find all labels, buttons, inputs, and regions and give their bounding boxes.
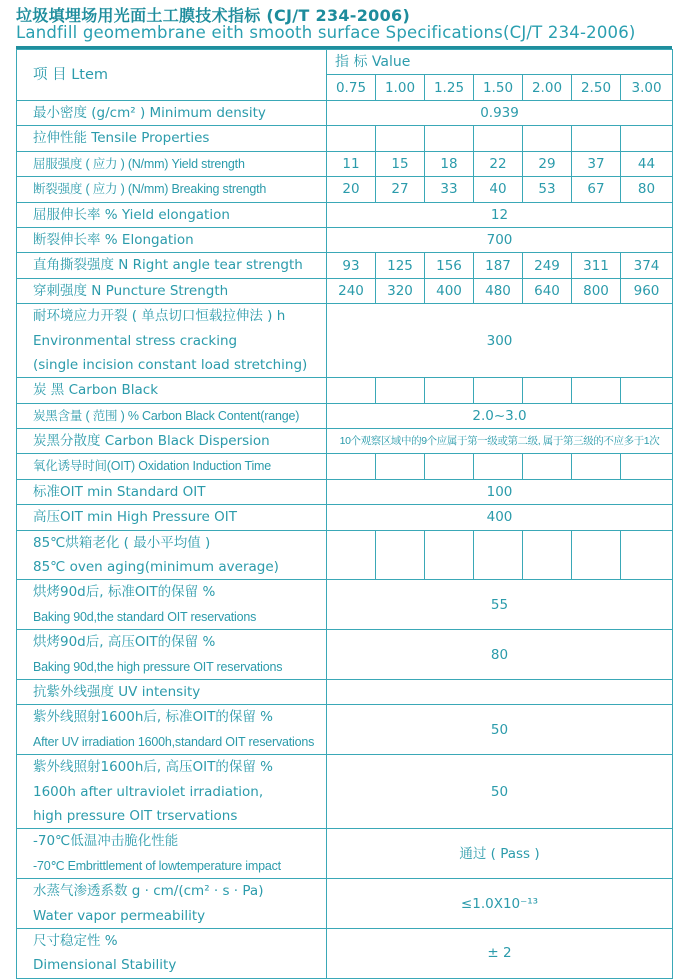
table-row	[17, 879, 673, 929]
row-label-line: After UV irradiation 1600h,standard OIT reservations	[33, 734, 315, 749]
value-cell: 156	[425, 253, 474, 278]
row-label-line: 烘烤90d后, 高压OIT的保留 %	[33, 634, 216, 651]
value-cell	[327, 530, 376, 580]
table-row	[17, 829, 673, 879]
merged-value-cell: 50	[327, 705, 673, 755]
table-row	[17, 479, 673, 504]
merged-value-cell: 300	[327, 304, 673, 378]
row-label-line: 屈服伸长率 % Yield elongation	[33, 206, 230, 223]
value-cell: 374	[621, 253, 673, 278]
table-row	[17, 454, 673, 479]
row-label	[17, 928, 327, 978]
merged-value-cell: 55	[327, 580, 673, 630]
value-cell: 33	[425, 177, 474, 202]
row-label	[17, 227, 327, 252]
row-label	[17, 454, 327, 479]
value-cell: 44	[621, 151, 673, 176]
row-label-line: Dimensional Stability	[33, 957, 177, 974]
thickness-header: 3.00	[621, 75, 673, 101]
row-label-line: 紫外线照射1600h后, 标准OIT的保留 %	[33, 709, 273, 726]
table-row	[17, 126, 673, 151]
row-label	[17, 630, 327, 680]
row-label	[17, 580, 327, 630]
row-label-line: 耐环境应力开裂 ( 单点切口恒载拉伸法 ) h	[33, 308, 286, 325]
value-cell: 53	[523, 177, 572, 202]
row-label	[17, 679, 327, 704]
row-label-line: 炭黑分散度 Carbon Black Dispersion	[33, 433, 270, 450]
row-label	[17, 479, 327, 504]
row-label-line: 氧化诱导时间(OIT) Oxidation Induction Time	[33, 459, 272, 474]
value-cell: 240	[327, 278, 376, 303]
value-cell: 67	[572, 177, 621, 202]
row-label	[17, 378, 327, 403]
value-cell: 37	[572, 151, 621, 176]
merged-value-cell	[327, 679, 673, 704]
row-label	[17, 177, 327, 202]
table-row	[17, 928, 673, 978]
header-row-1	[17, 50, 673, 75]
merged-value-cell: 10个观察区域中的9个应属于第一级或第二级, 属于第三级的不应多于1次	[327, 429, 673, 454]
row-label-line: 拉伸性能 Tensile Properties	[33, 130, 210, 147]
value-cell	[523, 530, 572, 580]
merged-value-cell: 400	[327, 505, 673, 530]
table-row	[17, 253, 673, 278]
row-label	[17, 705, 327, 755]
thickness-header: 0.75	[327, 75, 376, 101]
row-label-line: (single incision constant load stretching)	[33, 356, 308, 373]
value-cell	[621, 454, 673, 479]
row-label	[17, 101, 327, 126]
table-row	[17, 304, 673, 378]
row-label-line: 尺寸稳定性 %	[33, 932, 118, 949]
row-label-line: 断裂伸长率 % Elongation	[33, 231, 194, 248]
value-cell: 20	[327, 177, 376, 202]
item-header: 项 目 Ltem	[17, 50, 327, 101]
merged-value-cell: 2.0~3.0	[327, 403, 673, 428]
row-label	[17, 505, 327, 530]
value-cell: 400	[425, 278, 474, 303]
thickness-header: 1.50	[474, 75, 523, 101]
table-row	[17, 505, 673, 530]
thickness-header: 2.00	[523, 75, 572, 101]
value-cell	[572, 126, 621, 151]
value-cell: 249	[523, 253, 572, 278]
row-label-line: 水蒸气渗透系数 g · cm/(cm² · s · Pa)	[33, 883, 264, 900]
value-cell	[376, 126, 425, 151]
row-label-line: 屈服强度 ( 应力 ) (N/mm) Yield strength	[33, 156, 245, 171]
merged-value-cell: 0.939	[327, 101, 673, 126]
value-cell: 311	[572, 253, 621, 278]
value-cell	[523, 454, 572, 479]
value-cell: 18	[425, 151, 474, 176]
value-cell	[572, 378, 621, 403]
spec-table	[16, 49, 673, 979]
value-cell: 80	[621, 177, 673, 202]
page-title-cn: 垃圾填埋场用光面土工膜技术指标 (CJ/T 234-2006)	[16, 6, 411, 25]
value-cell: 320	[376, 278, 425, 303]
spec-table-container	[16, 46, 672, 979]
value-cell	[425, 530, 474, 580]
value-cell	[621, 126, 673, 151]
value-cell: 800	[572, 278, 621, 303]
table-row	[17, 630, 673, 680]
row-label-line: Baking 90d,the high pressure OIT reservations	[33, 659, 283, 674]
row-label	[17, 829, 327, 879]
table-row	[17, 403, 673, 428]
table-row	[17, 378, 673, 403]
row-label	[17, 530, 327, 580]
value-cell: 29	[523, 151, 572, 176]
row-label	[17, 202, 327, 227]
table-row	[17, 227, 673, 252]
value-cell: 960	[621, 278, 673, 303]
table-row	[17, 755, 673, 829]
value-cell	[376, 454, 425, 479]
row-label-line: Water vapor permeability	[33, 907, 206, 924]
value-cell	[621, 378, 673, 403]
row-label	[17, 304, 327, 378]
merged-value-cell: 12	[327, 202, 673, 227]
value-cell: 40	[474, 177, 523, 202]
value-cell: 15	[376, 151, 425, 176]
value-cell	[474, 454, 523, 479]
row-label-line: 最小密度 (g/cm² ) Minimum density	[33, 105, 266, 121]
row-label-line: -70℃低温冲击脆化性能	[33, 833, 179, 850]
table-row	[17, 278, 673, 303]
row-label-line: 85℃烘箱老化 ( 最小平均值 )	[33, 534, 211, 551]
value-cell	[621, 530, 673, 580]
table-row	[17, 151, 673, 176]
value-cell: 480	[474, 278, 523, 303]
merged-value-cell: 700	[327, 227, 673, 252]
value-cell: 125	[376, 253, 425, 278]
row-label-line: high pressure OIT trservations	[33, 807, 238, 824]
thickness-header: 2.50	[572, 75, 621, 101]
row-label-line: 高压OIT min High Pressure OIT	[33, 509, 238, 526]
row-label	[17, 126, 327, 151]
table-row	[17, 580, 673, 630]
row-label	[17, 151, 327, 176]
table-row	[17, 202, 673, 227]
value-cell	[327, 126, 376, 151]
table-row	[17, 530, 673, 580]
row-label	[17, 755, 327, 829]
merged-value-cell: 100	[327, 479, 673, 504]
value-cell	[474, 126, 523, 151]
row-label-line: 断裂强度 ( 应力 ) (N/mm) Breaking strength	[33, 182, 267, 197]
row-label	[17, 879, 327, 929]
row-label-line: 炭 黑 Carbon Black	[33, 382, 159, 399]
value-cell	[572, 454, 621, 479]
merged-value-cell: ≤1.0X10⁻¹³	[327, 879, 673, 929]
row-label-line: 炭黑含量 ( 范围 ) % Carbon Black Content(range)	[33, 408, 300, 423]
thickness-header: 1.00	[376, 75, 425, 101]
value-cell: 11	[327, 151, 376, 176]
table-row	[17, 101, 673, 126]
value-cell	[474, 530, 523, 580]
value-cell	[376, 378, 425, 403]
row-label-line: 1600h after ultraviolet irradiation,	[33, 783, 264, 800]
row-label-line: Environmental stress cracking	[33, 332, 238, 349]
value-cell	[572, 530, 621, 580]
thickness-header: 1.25	[425, 75, 474, 101]
row-label	[17, 429, 327, 454]
row-label-line: 标准OIT min Standard OIT	[33, 483, 206, 500]
value-cell	[327, 454, 376, 479]
table-row	[17, 705, 673, 755]
value-cell	[425, 454, 474, 479]
merged-value-cell: 通过 ( Pass )	[327, 829, 673, 879]
row-label-line: -70℃ Embrittlement of lowtemperature impact	[33, 858, 281, 873]
table-row	[17, 679, 673, 704]
page-title-en: Landfill geomembrane eith smooth surface Specifications(CJ/T 234-2006)	[16, 23, 636, 42]
merged-value-cell: 50	[327, 755, 673, 829]
row-label-line: Baking 90d,the standard OIT reservations	[33, 609, 257, 624]
merged-value-cell: ± 2	[327, 928, 673, 978]
row-label	[17, 278, 327, 303]
row-label-line: 抗紫外线强度 UV intensity	[33, 683, 201, 700]
value-cell: 27	[376, 177, 425, 202]
value-cell: 640	[523, 278, 572, 303]
value-cell	[474, 378, 523, 403]
value-cell	[523, 378, 572, 403]
table-row	[17, 429, 673, 454]
row-label-line: 紫外线照射1600h后, 高压OIT的保留 %	[33, 759, 273, 776]
row-label	[17, 403, 327, 428]
value-cell: 187	[474, 253, 523, 278]
value-cell	[376, 530, 425, 580]
table-row	[17, 177, 673, 202]
merged-value-cell: 80	[327, 630, 673, 680]
value-cell: 22	[474, 151, 523, 176]
value-cell: 93	[327, 253, 376, 278]
row-label-line: 烘烤90d后, 标准OIT的保留 %	[33, 584, 216, 601]
row-label-line: 直角撕裂强度 N Right angle tear strength	[33, 257, 303, 274]
value-header: 指 标 Value	[327, 50, 673, 75]
value-cell	[425, 126, 474, 151]
row-label-line: 穿刺强度 N Puncture Strength	[33, 282, 229, 299]
value-cell	[425, 378, 474, 403]
row-label	[17, 253, 327, 278]
value-cell	[327, 378, 376, 403]
value-cell	[523, 126, 572, 151]
row-label-line: 85℃ oven aging(minimum average)	[33, 559, 279, 576]
